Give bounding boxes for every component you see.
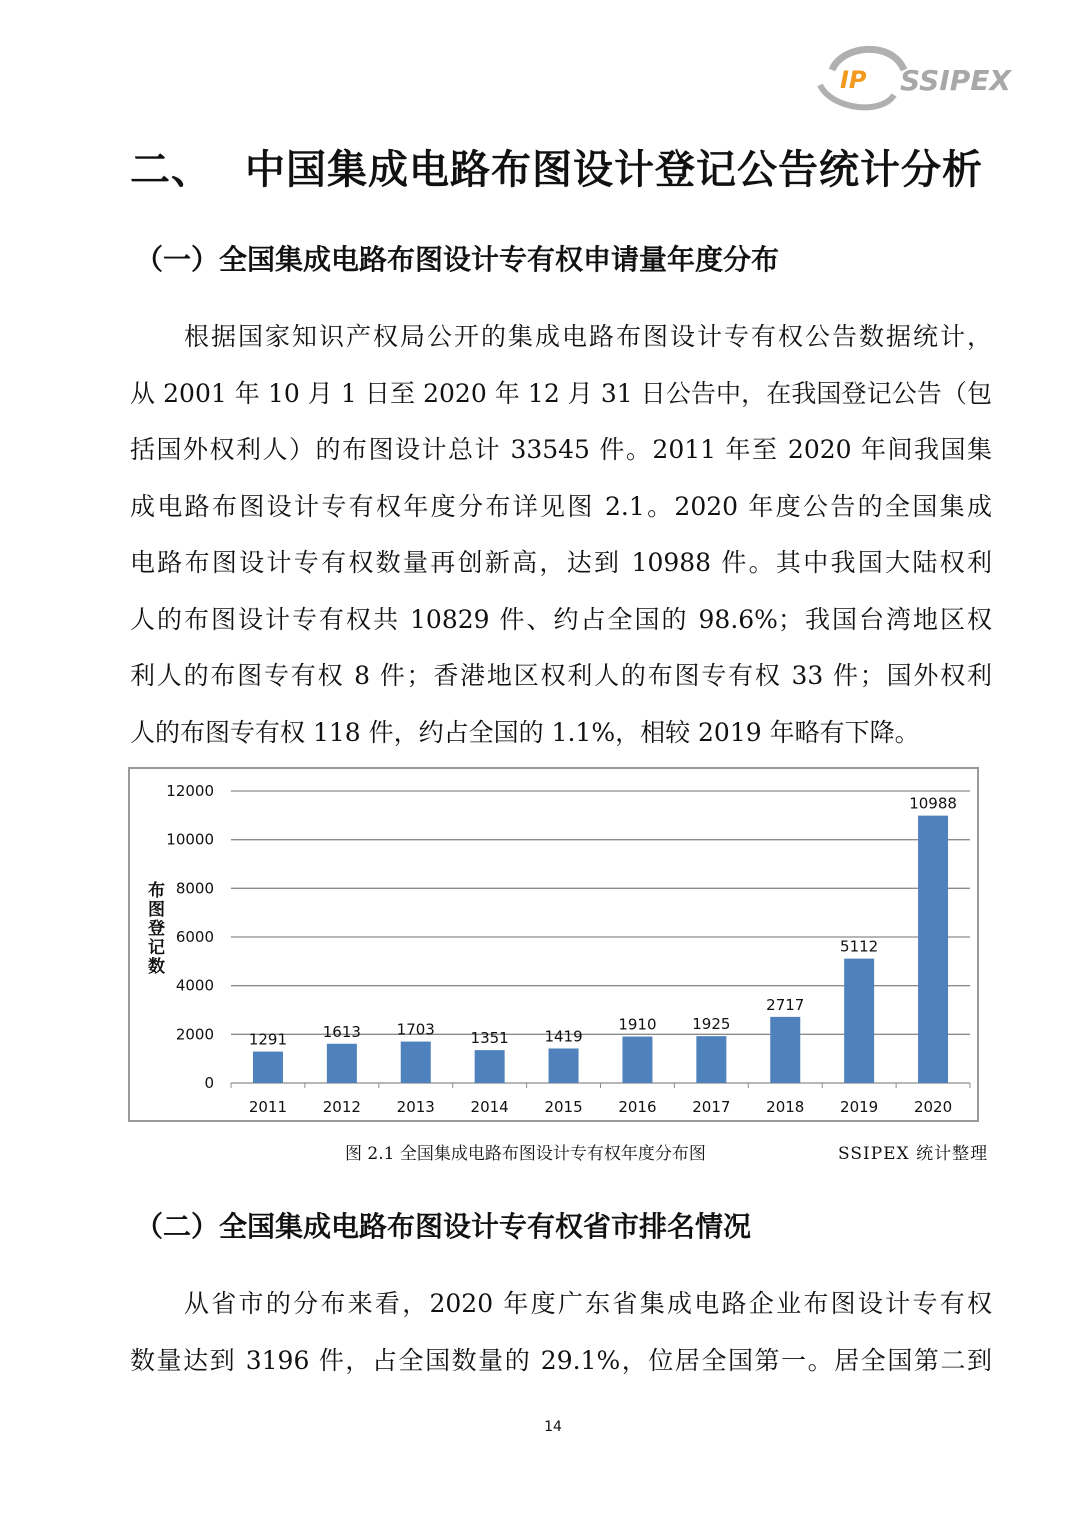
svg-text:SSIPEX: SSIPEX	[900, 64, 1011, 97]
x-tick-label: 2017	[692, 1098, 731, 1116]
x-tick-label: 2013	[396, 1098, 435, 1116]
text-line: 从省市的分布来看，2020 年度广东省集成电路企业布图设计专有权	[184, 1289, 992, 1318]
data-label: 1419	[544, 1027, 583, 1046]
data-label: 5112	[840, 937, 879, 956]
y-tick-label: 2000	[175, 1025, 214, 1044]
data-label: 1925	[692, 1015, 731, 1034]
bar-2014	[475, 1050, 505, 1083]
y-tick-label: 0	[204, 1074, 214, 1092]
y-tick-label: 4000	[175, 976, 214, 995]
x-tick-label: 2011	[248, 1098, 288, 1116]
x-tick-label: 2012	[322, 1098, 361, 1116]
page-title	[130, 138, 983, 195]
text-line: 人的布图设计专有权共 10829 件、约占全国的 98.6%；我国台湾地区权	[130, 604, 992, 634]
y-tick-label: 6000	[175, 928, 214, 946]
text-line: 电路布图设计专有权数量再创新高，达到 10988 件。其中我国大陆权利	[130, 548, 992, 577]
bar-2015	[549, 1048, 579, 1083]
y-tick-label: 10000	[166, 830, 214, 849]
data-label: 1351	[470, 1029, 509, 1048]
x-tick-label: 2014	[470, 1098, 509, 1116]
bar-2016	[622, 1037, 652, 1083]
y-tick-label: 8000	[175, 879, 214, 898]
data-label: 1613	[322, 1022, 361, 1041]
title-text: 中国集成电路布图设计登记公告统计分析	[245, 147, 983, 193]
ssipex-logo	[812, 40, 1022, 115]
text-line: 成电路布图设计专有权年度分布详见图 2.1。2020 年度公告的全国集成	[130, 491, 992, 521]
bar-2011	[253, 1052, 283, 1083]
bar-chart	[128, 767, 979, 1122]
section2-paragraph	[130, 1276, 992, 1389]
bar-2012	[327, 1044, 357, 1083]
x-tick-label: 2018	[766, 1098, 805, 1116]
svg-text:IP: IP	[840, 66, 867, 94]
text-line: 人的布图专有权 118 件，约占全国的 1.1%，相较 2019 年略有下降。	[130, 717, 920, 747]
section2-heading: （二）全国集成电路布图设计专有权省市排名情况	[135, 1210, 752, 1243]
bar-2017	[696, 1036, 726, 1083]
page-number: 14	[544, 1419, 562, 1435]
figure-caption: 图 2.1 全国集成电路布图设计专有权年度分布图	[345, 1144, 706, 1164]
x-tick-label: 2020	[913, 1098, 953, 1116]
chart-svg	[128, 767, 979, 1122]
figure-source: SSIPEX 统计整理	[838, 1144, 989, 1164]
data-label: 1910	[618, 1015, 657, 1034]
x-tick-label: 2016	[618, 1098, 657, 1116]
data-label: 10988	[909, 794, 957, 813]
y-axis-label: 布图登记数	[144, 881, 164, 976]
section1-paragraph	[130, 309, 992, 761]
section1-heading: （一）全国集成电路布图设计专有权申请量年度分布	[135, 243, 780, 276]
bar-2020	[918, 816, 948, 1083]
x-tick-label: 2015	[544, 1098, 583, 1116]
text-line: 数量达到 3196 件，占全国数量的 29.1%，位居全国第一。居全国第二到	[130, 1345, 992, 1375]
text-line: 利人的布图专有权 8 件；香港地区权利人的布图专有权 33 件；国外权利	[130, 661, 992, 690]
bar-2019	[844, 959, 874, 1083]
title-number: 二、	[130, 147, 212, 193]
y-tick-label: 12000	[166, 782, 214, 800]
bar-2013	[401, 1042, 431, 1083]
bar-2018	[770, 1017, 800, 1083]
text-line: 根据国家知识产权局公开的集成电路布图设计专有权公告数据统计，	[184, 322, 992, 351]
data-label: 2717	[766, 995, 805, 1014]
x-tick-label: 2019	[840, 1098, 879, 1116]
text-line: 括国外权利人）的布图设计总计 33545 件。2011 年至 2020 年间我国集	[130, 435, 992, 464]
data-label: 1703	[396, 1020, 435, 1039]
data-label: 1291	[248, 1030, 288, 1049]
text-line: 从 2001 年 10 月 1 日至 2020 年 12 月 31 日公告中，在我国登记公告（包	[130, 378, 992, 408]
